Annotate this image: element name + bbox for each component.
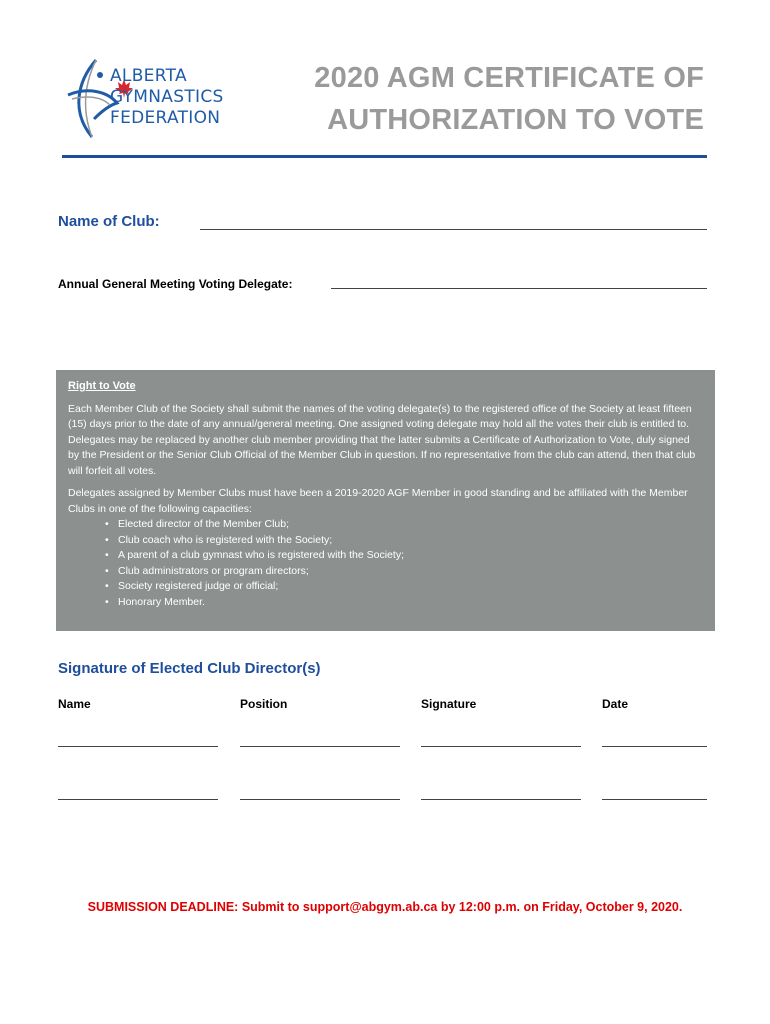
submission-deadline: SUBMISSION DEADLINE: Submit to support@abgym.ab.ca by 12:00 p.m. on Friday, October 9, 2020.: [87, 900, 683, 914]
logo-line: ALBERTA: [110, 66, 187, 86]
capacities-list: [68, 517, 703, 610]
signature-row-1-position-field[interactable]: [240, 746, 400, 747]
document-title: [314, 57, 704, 141]
signature-row-2-signature-field[interactable]: [421, 799, 581, 800]
club-name-label: Name of Club:: [58, 213, 160, 230]
signature-row-1-name-field[interactable]: [58, 746, 218, 747]
list-item: • Club coach who is registered with the Society;: [118, 533, 703, 549]
right-to-vote-heading: Right to Vote: [68, 380, 136, 392]
list-item: • Honorary Member.: [118, 595, 703, 611]
column-header-position: Position: [240, 697, 288, 711]
right-to-vote-box: [56, 370, 715, 631]
title-line-1: 2020 AGM CERTIFICATE OF: [314, 62, 704, 94]
signature-row-1-date-field[interactable]: [602, 746, 707, 747]
list-item: • Club administrators or program directors;: [118, 564, 703, 580]
delegate-label: Annual General Meeting Voting Delegate:: [58, 277, 293, 291]
list-item: • Elected director of the Member Club;: [118, 517, 703, 533]
signature-row-2-position-field[interactable]: [240, 799, 400, 800]
column-header-name: Name: [58, 697, 91, 711]
signature-row-1-signature-field[interactable]: [421, 746, 581, 747]
signature-row-2-name-field[interactable]: [58, 799, 218, 800]
club-name-field[interactable]: [200, 229, 707, 230]
column-header-signature: Signature: [421, 697, 477, 711]
title-line-2: AUTHORIZATION TO VOTE: [327, 104, 704, 136]
logo-line: GYMNASTICS: [110, 87, 224, 107]
right-to-vote-paragraph-1: Each Member Club of the Society shall submit the names of the voting delegate(s) to the registered office of the Society at least fifteen (15) days prior to the date of any annual/general meeting. One assigned voting delegate may hold all the votes their club is entitled to. Delegates may be replaced by another club member providing that the latter submits a Certificate of Authorization to Vote, duly signed by the President or the Senior Club Official of the Member Club in question. If no representative from the club can attend, then that club will forfeit all votes.: [68, 402, 696, 477]
logo-wordmark: [110, 66, 224, 129]
column-header-date: Date: [602, 697, 629, 711]
list-item: • A parent of a club gymnast who is registered with the Society;: [118, 548, 703, 564]
logo-line: FEDERATION: [110, 108, 221, 128]
header-divider: [62, 155, 707, 158]
right-to-vote-paragraph-2: Delegates assigned by Member Clubs must have been a 2019-2020 AGF Member in good standing and be affiliated with the Member Clubs in one of the following capacities:: [68, 487, 688, 515]
signature-row-2-date-field[interactable]: [602, 799, 707, 800]
signature-section-title: Signature of Elected Club Director(s): [58, 660, 321, 677]
delegate-field[interactable]: [331, 288, 707, 289]
list-item: • Society registered judge or official;: [118, 579, 703, 595]
